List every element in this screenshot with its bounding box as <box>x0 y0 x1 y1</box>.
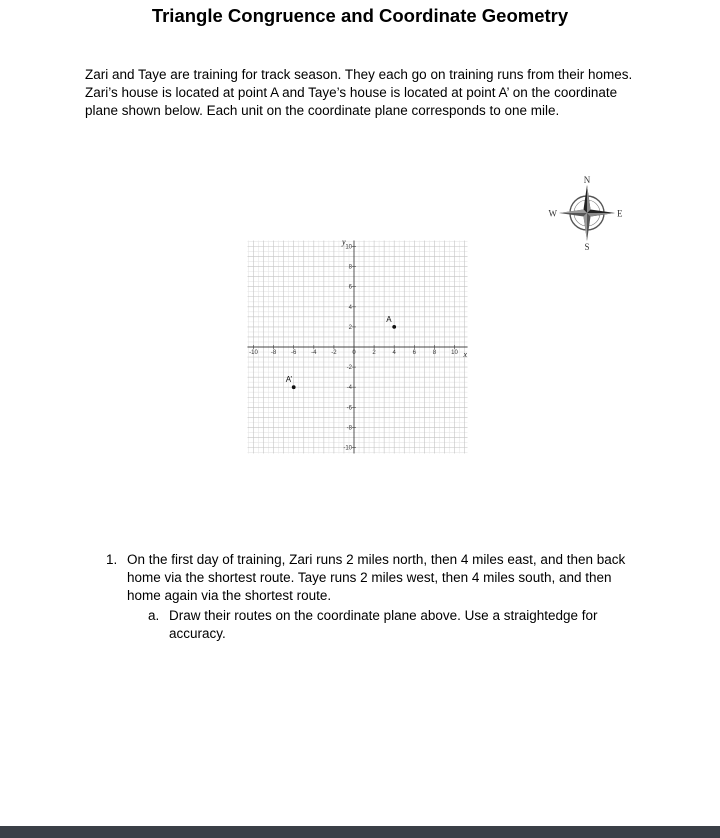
y-tick-label: -10 <box>343 445 352 452</box>
question-text: On the first day of training, Zari runs 2 miles north, then 4 miles east, and then back home via the shortest route. Taye runs 2 miles west, then 4 miles south, and then home again via the shortest route. <box>127 552 626 604</box>
x-tick-label: -6 <box>291 350 297 356</box>
x-tick-label: 6 <box>412 350 416 356</box>
x-tick-label: 10 <box>451 350 458 356</box>
coordinate-plane <box>140 172 630 512</box>
point-label: A’ <box>285 375 293 385</box>
intro-paragraph: Zari and Taye are training for track season. They each go on training runs from their homes. Zari’s house is located at point A and Taye’s house is located at point A’ on the coordinate plane shown below. Each unit on the coordinate plane corresponds to one mile. <box>85 67 633 119</box>
y-axis-label: y <box>342 237 346 247</box>
compass-south-label: S <box>584 242 590 252</box>
point-marker <box>392 325 396 329</box>
point-marker <box>292 385 296 389</box>
x-tick-label: 4 <box>392 350 396 356</box>
y-tick-label: -8 <box>346 425 352 432</box>
page-title: Triangle Congruence and Coordinate Geometry <box>151 5 569 26</box>
y-tick-label: 2 <box>348 324 352 331</box>
x-tick-label: -2 <box>331 350 337 356</box>
x-tick-label: 0 <box>352 350 356 356</box>
x-tick-label: -10 <box>249 350 258 356</box>
bottom-bar <box>0 826 720 838</box>
x-axis-label: x <box>463 350 468 359</box>
point-label: A <box>386 314 392 324</box>
x-tick-label: 2 <box>372 350 376 356</box>
y-tick-label: -2 <box>346 365 352 372</box>
subquestion-text: Draw their routes on the coordinate plane above. Use a straightedge for accuracy. <box>169 608 598 642</box>
y-tick-label: -4 <box>346 385 352 392</box>
y-tick-label: 8 <box>348 264 352 271</box>
x-tick-label: -4 <box>311 350 317 356</box>
y-tick-label: 6 <box>348 284 352 291</box>
y-tick-label: 4 <box>348 304 352 311</box>
compass-east-label: E <box>617 208 623 219</box>
compass-north-label: N <box>583 175 591 185</box>
y-tick-label: -6 <box>346 405 352 412</box>
question-number: 1. <box>106 552 118 567</box>
x-tick-label: 8 <box>432 350 437 356</box>
y-tick-label: 10 <box>345 244 352 251</box>
compass-west-label: W <box>548 208 557 219</box>
x-tick-label: -8 <box>270 350 277 356</box>
subquestion-letter: a. <box>148 608 160 623</box>
compass-rose-icon <box>547 175 627 252</box>
